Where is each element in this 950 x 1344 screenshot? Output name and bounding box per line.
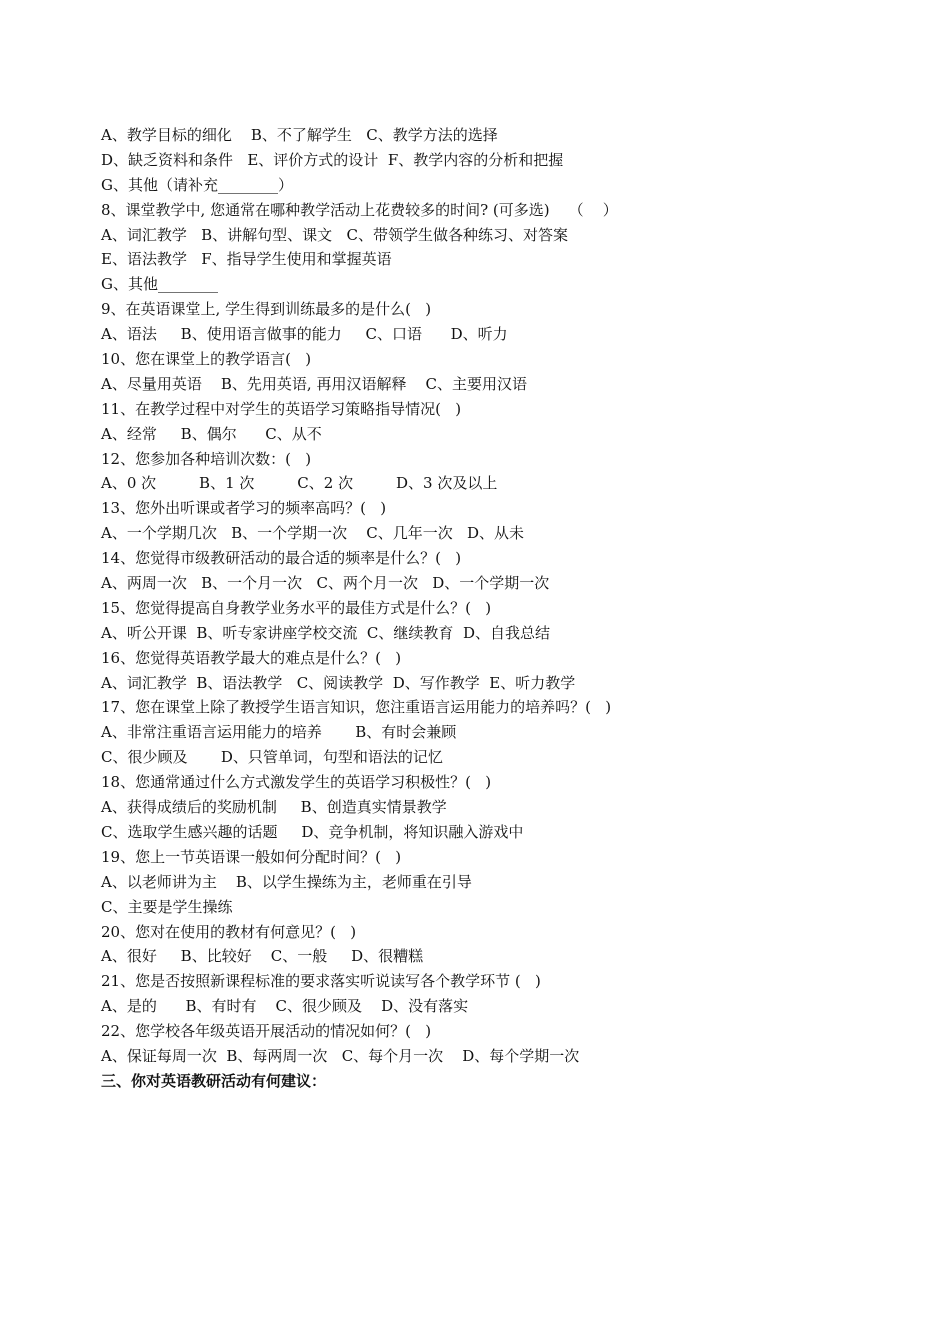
document-line: 17、您在课堂上除了教授学生语言知识，您注重语言运用能力的培养吗？( ) <box>101 698 612 717</box>
document-line: C、选取学生感兴趣的话题 D、竞争机制，将知识融入游戏中 <box>101 822 524 841</box>
document-line: 20、您对在使用的教材有何意见？( ) <box>101 922 357 941</box>
document-line: A、是的 B、有时有 C、很少顾及 D、没有落实 <box>101 997 469 1016</box>
document-line: A、词汇教学 B、语法教学 C、阅读教学 D、写作教学 E、听力教学 <box>101 673 576 692</box>
document-line: A、两周一次 B、一个月一次 C、两个月一次 D、一个学期一次 <box>101 574 550 593</box>
document-line: G、其他（请补充________） <box>101 175 293 194</box>
document-line: 11、在教学过程中对学生的英语学习策略指导情况( ) <box>101 399 462 418</box>
document-line: 13、您外出听课或者学习的频率高吗？( ) <box>101 499 387 518</box>
document-line: D、缺乏资料和条件 E、评价方式的设计 F、教学内容的分析和把握 <box>101 150 564 169</box>
document-line: A、一个学期几次 B、一个学期一次 C、几年一次 D、从未 <box>101 524 525 543</box>
document-line: 18、您通常通过什么方式激发学生的英语学习积极性？( ) <box>101 773 492 792</box>
document-line: 15、您觉得提高自身教学业务水平的最佳方式是什么？( ) <box>101 598 492 617</box>
document-line: 10、您在课堂上的教学语言( ) <box>101 350 312 369</box>
document-line: C、很少顾及 D、只管单词，句型和语法的记忆 <box>101 748 443 767</box>
document-line: 22、您学校各年级英语开展活动的情况如何？( ) <box>101 1022 432 1041</box>
document-line: E、语法教学 F、指导学生使用和掌握英语 <box>101 250 392 269</box>
document-line: 8、课堂教学中, 您通常在哪种教学活动上花费较多的时间? (可多选) （ ） <box>101 200 618 219</box>
document-line: 21、您是否按照新课程标准的要求落实听说读写各个教学环节 ( ) <box>101 972 541 991</box>
document-line: A、经常 B、偶尔 C、从不 <box>101 424 322 443</box>
document-line: A、听公开课 B、听专家讲座学校交流 C、继续教育 D、自我总结 <box>101 623 550 642</box>
document-line: A、语法 B、使用语言做事的能力 C、口语 D、听力 <box>101 325 508 344</box>
document-line: A、尽量用英语 B、先用英语, 再用汉语解释 C、主要用汉语 <box>101 374 528 393</box>
document-line: A、很好 B、比较好 C、一般 D、很糟糕 <box>101 947 424 966</box>
document-line: A、以老师讲为主 B、以学生操练为主，老师重在引导 <box>101 872 472 891</box>
document-line: 14、您觉得市级教研活动的最合适的频率是什么？( ) <box>101 549 462 568</box>
document-line: A、获得成绩后的奖励机制 B、创造真实情景教学 <box>101 798 447 817</box>
document-line: A、教学目标的细化 B、不了解学生 C、教学方法的选择 <box>101 126 498 144</box>
document-line: 16、您觉得英语教学最大的难点是什么？( ) <box>101 648 402 667</box>
document-line: 12、您参加各种培训次数：( ) <box>101 449 312 468</box>
document-line: A、词汇教学 B、讲解句型、课文 C、带领学生做各种练习、对答案 <box>101 225 568 244</box>
document-line: G、其他________ <box>101 275 218 294</box>
document-line: A、非常注重语言运用能力的培养 B、有时会兼顾 <box>101 723 457 742</box>
document-line: C、主要是学生操练 <box>101 897 233 916</box>
document-line: 9、在英语课堂上, 学生得到训练最多的是什么( ) <box>101 300 432 319</box>
document-line: A、0 次 B、1 次 C、2 次 D、3 次及以上 <box>101 474 498 493</box>
document-line: 19、您上一节英语课一般如何分配时间？( ) <box>101 847 402 866</box>
document-page <box>101 123 861 1094</box>
document-line: A、保证每周一次 B、每两周一次 C、每个月一次 D、每个学期一次 <box>101 1046 580 1065</box>
section-heading: 三、你对英语教研活动有何建议： <box>101 1071 327 1090</box>
